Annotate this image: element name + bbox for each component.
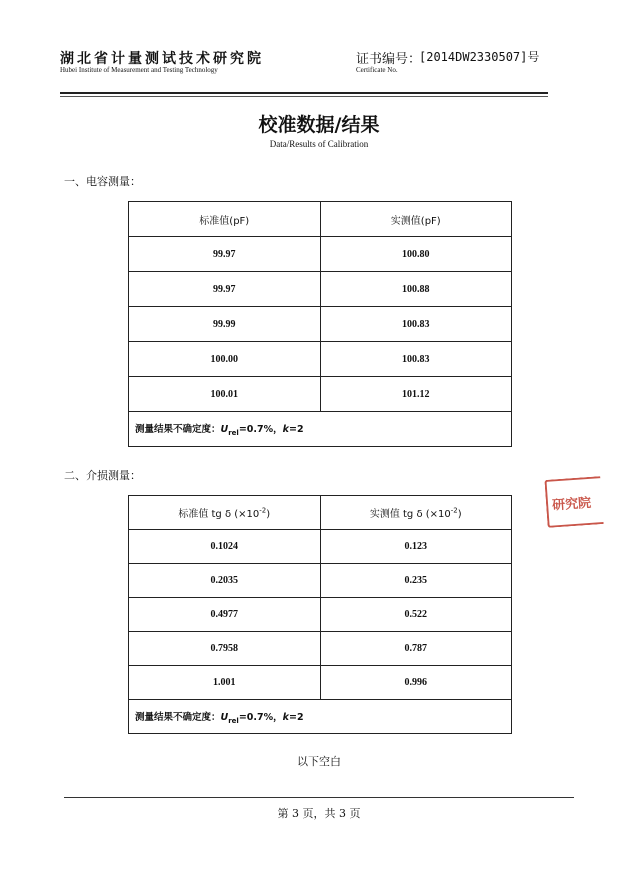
uncertainty-subscript: rel [228,428,239,437]
cell-measured: 100.88 [320,272,512,307]
certificate-label-cn: 证书编号： [356,52,422,67]
capacitance-table [128,201,512,447]
column-header-measured [320,496,512,530]
column-header-standard-text: 标准值 tg δ (×10 [178,509,260,520]
cell-standard: 99.97 [129,237,321,272]
table-row [129,237,512,272]
column-header-standard-close: ) [266,509,271,520]
header-rule-thin [60,96,548,97]
institute-name-cn: 湖北省计量测试技术研究院 [60,51,264,67]
uncertainty-value: =0.7%， [238,424,283,436]
section-heading-dielectric-loss: 二、介损测量： [64,469,141,482]
coverage-factor-symbol: k [282,424,289,436]
cell-standard: 100.01 [129,377,321,412]
cell-standard: 0.7958 [129,632,321,666]
uncertainty-label: 测量结果不确定度： [135,424,221,436]
official-seal-stamp: 研究院 [544,476,603,528]
column-header-standard [129,496,321,530]
institute-name-en: Hubei Institute of Measurement and Testing Technology [60,66,218,74]
column-header-standard: 标准值(pF) [129,202,321,237]
section-heading-capacitance: 一、电容测量： [64,175,141,188]
footer-rule [64,797,574,798]
page-number: 第 3 页，共 3 页 [277,807,361,820]
cell-measured: 100.83 [320,342,512,377]
uncertainty-row [129,412,512,447]
cell-measured: 0.522 [320,598,512,632]
uncertainty-value: =0.7%， [238,711,283,723]
uncertainty-cell [129,700,512,734]
table-header-row [129,496,512,530]
table-header-row [129,202,512,237]
table-row [129,342,512,377]
column-header-measured: 实测值(pF) [320,202,512,237]
cell-measured: 100.80 [320,237,512,272]
cell-measured: 0.996 [320,666,512,700]
cell-standard: 0.4977 [129,598,321,632]
cell-measured: 0.235 [320,564,512,598]
column-header-measured-close: ) [457,509,462,520]
certificate-label-en: Certificate No. [356,66,398,74]
uncertainty-label: 测量结果不确定度： [135,711,221,723]
coverage-factor-value: =2 [288,711,304,723]
uncertainty-row [129,700,512,734]
blank-below-note: 以下空白 [297,755,341,768]
cell-measured: 0.123 [320,530,512,564]
dielectric-loss-table [128,495,512,734]
coverage-factor-symbol: k [282,711,289,723]
table-row [129,666,512,700]
table-row [129,598,512,632]
cell-standard: 99.97 [129,272,321,307]
table-row [129,564,512,598]
cell-measured: 0.787 [320,632,512,666]
table-row [129,632,512,666]
cell-standard: 0.1024 [129,530,321,564]
uncertainty-subscript: rel [228,716,239,725]
table-row [129,272,512,307]
cell-measured: 100.83 [320,307,512,342]
coverage-factor-value: =2 [288,424,304,436]
table-row [129,307,512,342]
cell-standard: 99.99 [129,307,321,342]
cell-standard: 0.2035 [129,564,321,598]
column-header-measured-text: 实测值 tg δ (×10 [369,509,451,520]
uncertainty-symbol: U [220,424,229,436]
cell-measured: 101.12 [320,377,512,412]
cell-standard: 1.001 [129,666,321,700]
page-title-en: Data/Results of Calibration [269,139,369,149]
certificate-number: [2014DW2330507]号 [419,50,540,64]
uncertainty-symbol: U [220,711,229,723]
column-header-measured-exponent: -2 [450,506,458,515]
header-rule [60,92,548,94]
page-title-cn: 校准数据/结果 [258,114,380,136]
column-header-standard-exponent: -2 [259,506,267,515]
uncertainty-cell [129,412,512,447]
cell-standard: 100.00 [129,342,321,377]
table-row [129,530,512,564]
table-row [129,377,512,412]
